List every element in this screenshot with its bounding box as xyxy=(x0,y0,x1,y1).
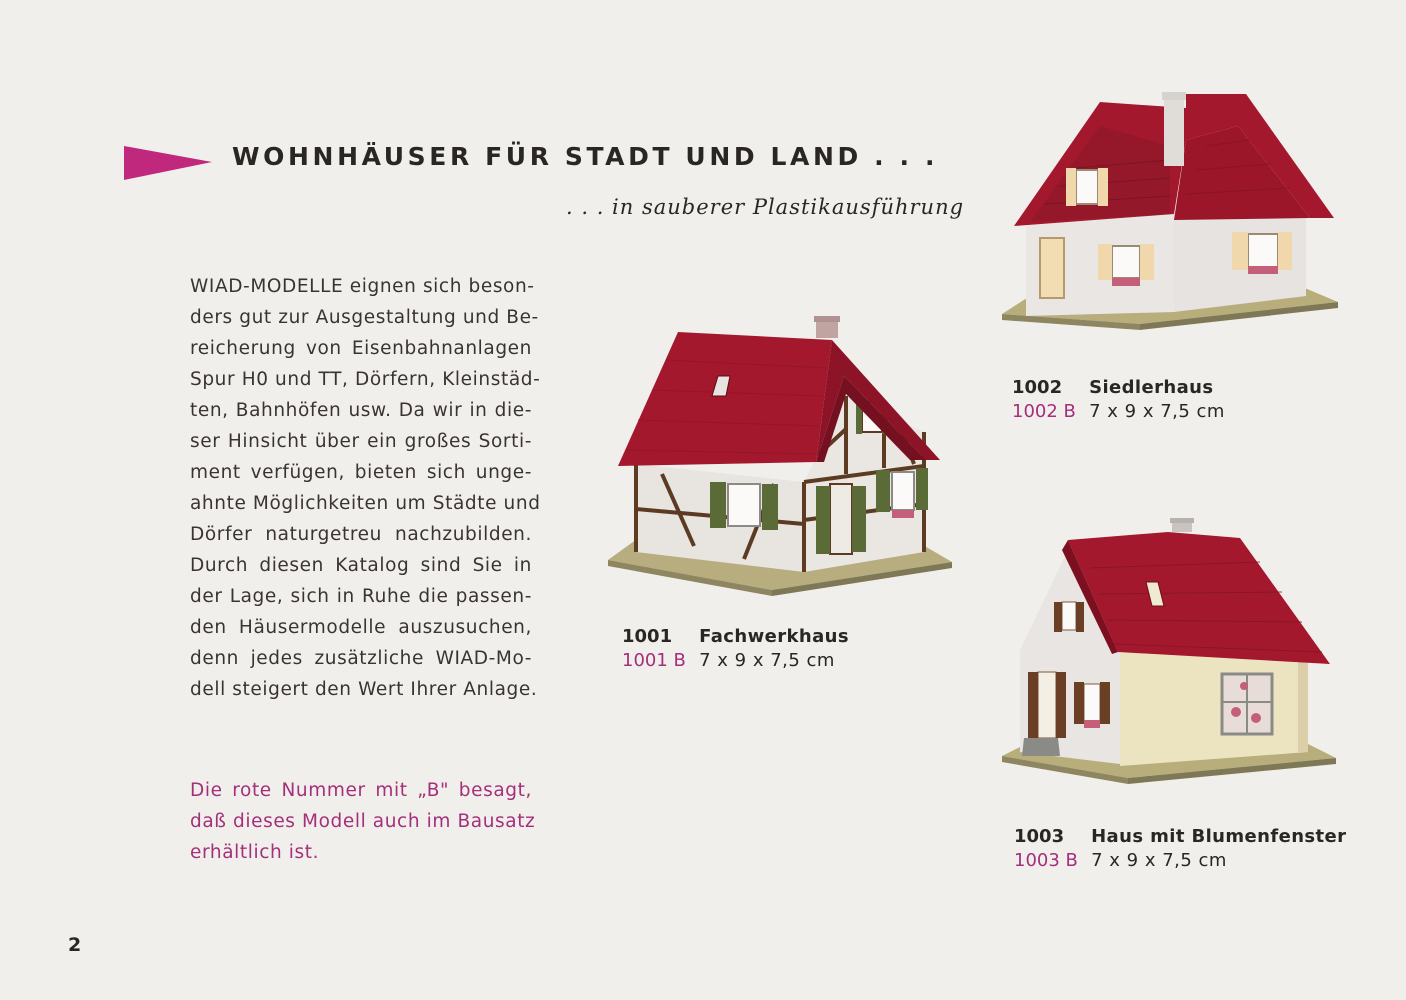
product-caption-1001 xyxy=(622,626,849,671)
siedlerhaus-image xyxy=(1000,86,1342,344)
product-number: 1003 xyxy=(1014,826,1065,847)
product-dimensions: 7 x 9 x 7,5 cm xyxy=(1091,850,1227,871)
intro-line: dell steigert den Wert Ihrer Anlage. xyxy=(190,679,538,700)
intro-line: ser Hinsicht über ein großes Sorti- xyxy=(190,431,532,452)
note-line: daß dieses Modell auch im Bausatz xyxy=(190,811,536,832)
page-title: WOHNHÄUSER FÜR STADT UND LAND . . . xyxy=(232,142,939,171)
intro-line: WIAD-MODELLE eignen sich beson- xyxy=(190,276,535,297)
product-dimensions: 7 x 9 x 7,5 cm xyxy=(699,650,835,671)
note-line: Die rote Nummer mit „B" besagt, xyxy=(190,780,532,801)
intro-line: Spur H0 und TT, Dörfern, Kleinstäd- xyxy=(190,369,541,390)
kit-note xyxy=(190,775,536,868)
product-name: Siedlerhaus xyxy=(1089,377,1214,398)
intro-line: der Lage, sich in Ruhe die passen- xyxy=(190,586,532,607)
product-dimensions: 7 x 9 x 7,5 cm xyxy=(1089,401,1225,422)
product-caption-1002 xyxy=(1012,377,1225,422)
intro-line: ment verfügen, bieten sich unge- xyxy=(190,462,532,483)
product-number: 1001 xyxy=(622,626,673,647)
kit-number: 1002 B xyxy=(1012,401,1076,422)
product-name: Haus mit Blumenfenster xyxy=(1091,826,1347,847)
kit-number: 1003 B xyxy=(1014,850,1078,871)
kit-number: 1001 B xyxy=(622,650,686,671)
intro-line: ahnte Möglichkeiten um Städte und xyxy=(190,493,541,514)
intro-line: reicherung von Eisenbahnanlagen xyxy=(190,338,532,359)
product-number: 1002 xyxy=(1012,377,1063,398)
intro-line: Durch diesen Katalog sind Sie in xyxy=(190,555,532,576)
product-name: Fachwerkhaus xyxy=(699,626,849,647)
intro-paragraph xyxy=(190,271,541,705)
fachwerkhaus-image xyxy=(604,314,956,596)
intro-line: Dörfer naturgetreu nachzubilden. xyxy=(190,524,532,545)
haus-mit-blumenfenster-image xyxy=(1000,516,1340,788)
intro-line: ten, Bahnhöfen usw. Da wir in die- xyxy=(190,400,532,421)
pennant-arrow-icon xyxy=(124,146,212,180)
intro-line: ders gut zur Ausgestaltung und Be- xyxy=(190,307,539,328)
intro-line: den Häusermodelle auszusuchen, xyxy=(190,617,532,638)
note-line: erhältlich ist. xyxy=(190,842,320,863)
product-caption-1003 xyxy=(1014,826,1346,871)
intro-line: denn jedes zusätzliche WIAD-Mo- xyxy=(190,648,532,669)
page-number: 2 xyxy=(68,934,82,956)
page-subtitle: . . . in sauberer Plastikausführung xyxy=(566,195,965,219)
